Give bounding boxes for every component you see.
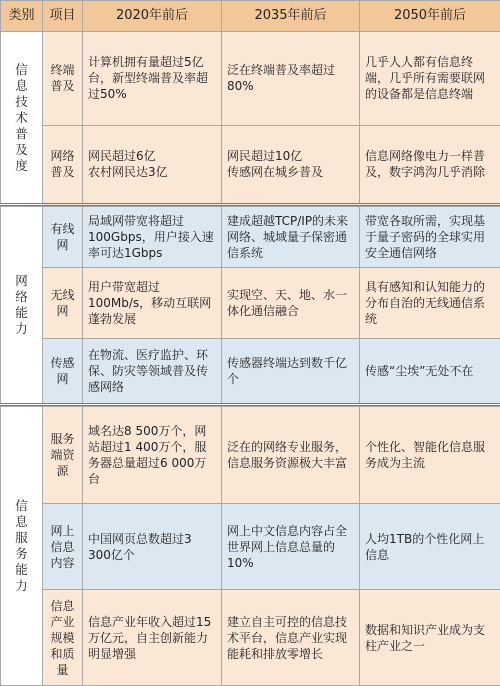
label-segment: 和质 [50, 646, 75, 661]
value-2050-cell: 数据和知识产业成为支柱产业之一 [360, 590, 500, 686]
label-segment: 网上 [50, 523, 75, 538]
label-segment: 信息 [50, 598, 75, 613]
label-segment: 有线 [50, 222, 75, 237]
item-cell [43, 32, 83, 126]
label-segment: 网 [56, 371, 69, 386]
label-segment: 能 [15, 305, 28, 321]
value-2020-cell: 用户带宽超过100Mb/s，移动互联网蓬勃发展 [83, 268, 222, 339]
header-2035: 2035年前后 [222, 1, 360, 32]
label-segment: 力 [15, 577, 28, 593]
label-segment: 服务 [50, 431, 75, 446]
category-cell [1, 207, 43, 404]
value-2035-cell: 网上中文信息内容占全世界网上信息总量的10% [222, 504, 360, 590]
item-cell [43, 406, 83, 503]
table-row [1, 125, 500, 204]
header-item: 项目 [43, 1, 83, 32]
table-body [1, 32, 500, 686]
table-row [1, 32, 500, 126]
table-row [1, 268, 500, 339]
label-segment: 度 [15, 157, 28, 173]
label-segment: 息 [15, 77, 28, 93]
label-segment: 技 [15, 93, 28, 109]
table-row [1, 207, 500, 268]
label-segment: 及 [15, 141, 28, 157]
value-2035-cell: 网民超过10亿 传感网在城乡普及 [222, 125, 360, 204]
header-category: 类别 [1, 1, 43, 32]
label-segment: 普 [15, 125, 28, 141]
label-segment: 信 [15, 61, 28, 77]
label-segment: 内容 [50, 555, 75, 570]
value-2035-cell: 实现空、天、地、水一体化通信融合 [222, 268, 360, 339]
value-2020-cell: 在物流、医疗监护、环保、防灾等领域普及传感网络 [83, 338, 222, 404]
label-segment: 网 [56, 238, 69, 253]
table-row [1, 590, 500, 686]
item-cell [43, 590, 83, 686]
table-row [1, 504, 500, 590]
label-segment: 力 [15, 321, 28, 337]
header-2050: 2050年前后 [360, 1, 500, 32]
table-row [1, 338, 500, 404]
label-segment: 网络 [50, 149, 75, 164]
value-2035-cell: 泛在的网络专业服务，信息服务资源极大丰富 [222, 406, 360, 503]
label-segment: 产业 [50, 614, 75, 629]
label-segment: 网 [56, 303, 69, 318]
header-2020: 2020年前后 [83, 1, 222, 32]
value-2020-cell: 中国网页总数超过3 300亿个 [83, 504, 222, 590]
label-segment: 源 [56, 463, 69, 478]
label-segment: 信 [15, 497, 28, 513]
label-segment: 量 [56, 662, 69, 677]
value-2035-cell: 传感器终端达到数千亿个 [222, 338, 360, 404]
value-2050-cell: 人均1TB的个性化网上信息 [360, 504, 500, 590]
item-cell [43, 504, 83, 590]
label-segment: 传感 [50, 355, 75, 370]
value-2020-cell: 域名达8 500万个，网站超过1 400万个，服务器总量超过6 000万台 [83, 406, 222, 503]
item-cell [43, 268, 83, 339]
label-segment: 端资 [50, 447, 75, 462]
value-2020-cell: 计算机拥有量超过5亿台，新型终端普及率超过50% [83, 32, 222, 126]
label-segment: 信息 [50, 539, 75, 554]
value-2050-cell: 传感“尘埃”无处不在 [360, 338, 500, 404]
value-2020-cell: 局域网带宽将超过100Gbps，用户接入速率可达1Gbps [83, 207, 222, 268]
category-cell [1, 32, 43, 205]
value-2035-cell: 泛在终端普及率超过80% [222, 32, 360, 126]
label-segment: 息 [15, 513, 28, 529]
header-row [1, 1, 500, 32]
label-segment: 无线 [50, 287, 75, 302]
label-segment: 普及 [50, 79, 75, 94]
item-cell [43, 207, 83, 268]
item-cell [43, 125, 83, 204]
value-2020-cell: 信息产业年收入超过15万亿元，自主创新能力明显增强 [83, 590, 222, 686]
label-segment: 普及 [50, 165, 75, 180]
label-segment: 术 [15, 109, 28, 125]
label-segment: 规模 [50, 630, 75, 645]
value-2050-cell: 带宽各取所需，实现基于量子密码的全球实用安全通信网络 [360, 207, 500, 268]
label-segment: 服 [15, 529, 28, 545]
label-segment: 终端 [50, 63, 75, 78]
label-segment: 络 [15, 289, 28, 305]
value-2035-cell: 建成超越TCP/IP的未来网络、城域量子保密通信系统 [222, 207, 360, 268]
label-segment: 能 [15, 561, 28, 577]
value-2020-cell: 网民超过6亿 农村网民达3亿 [83, 125, 222, 204]
value-2050-cell: 几乎人人都有信息终端，几乎所有需要联网的设备都是信息终端 [360, 32, 500, 126]
item-cell [43, 338, 83, 404]
table-row [1, 406, 500, 503]
value-2050-cell: 信息网络像电力一样普及，数字鸿沟几乎消除 [360, 125, 500, 204]
category-cell [1, 406, 43, 685]
label-segment: 务 [15, 545, 28, 561]
value-2035-cell: 建立自主可控的信息技术平台，信息产业实现能耗和排放零增长 [222, 590, 360, 686]
value-2050-cell: 个性化、智能化信息服务成为主流 [360, 406, 500, 503]
label-segment: 网 [15, 273, 28, 289]
value-2050-cell: 具有感知和认知能力的分布自治的无线通信系统 [360, 268, 500, 339]
